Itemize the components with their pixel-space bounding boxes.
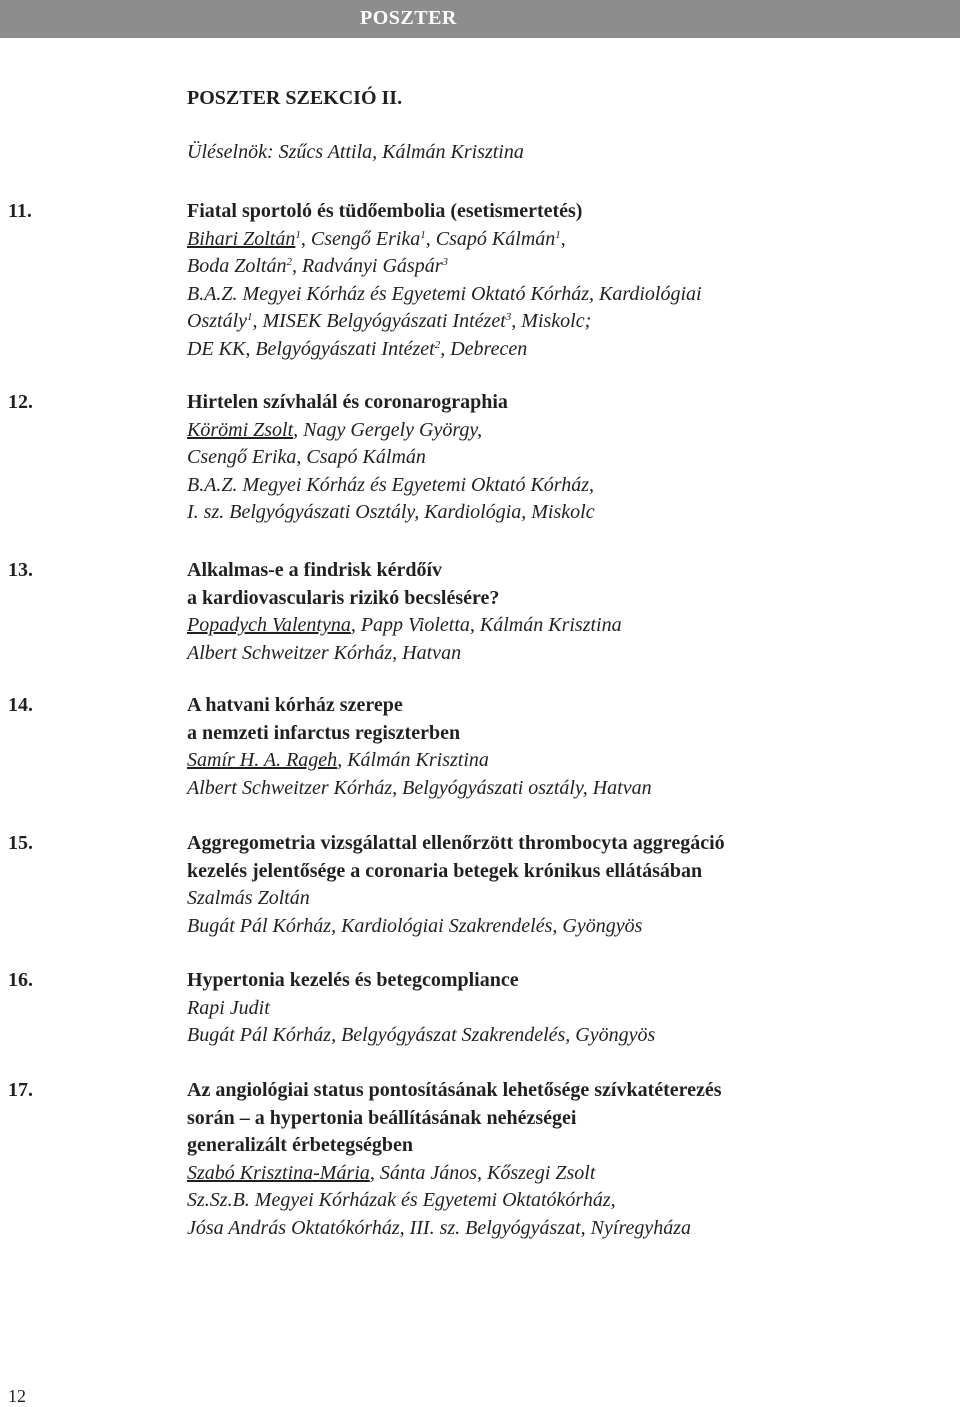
text-segment: DE KK, Belgyógyászati Intézet	[187, 337, 435, 360]
affiliation-line	[187, 1022, 927, 1050]
text-segment: , Debrecen	[440, 337, 528, 360]
text-segment: Csengő Erika, Csapó Kálmán	[187, 446, 426, 468]
abstract-title-line: Hypertonia kezelés és betegcompliance	[187, 969, 519, 991]
abstract-title-line: a nemzeti infarctus regiszterben	[187, 721, 461, 744]
text-segment: , Radványi Gáspár	[291, 255, 443, 277]
text-segment: Osztály	[187, 310, 247, 332]
abstract-content	[187, 557, 927, 667]
text-segment: Jósa András Oktatókórház, III. sz. Belgyógyászat, Nyíregyháza	[187, 1216, 692, 1239]
text-segment: Bugát Pál Kórház, Kardiológiai Szakrendelés, Gyöngyös	[187, 914, 643, 937]
abstract-number: 12.	[8, 391, 33, 413]
text-segment: ,	[560, 227, 566, 250]
text-segment: Bugát Pál Kórház, Belgyógyászat Szakrendelés, Gyöngyös	[187, 1024, 656, 1046]
abstract-title-line: Alkalmas-e a findrisk kérdőív	[187, 559, 443, 581]
author-line	[187, 226, 927, 254]
affiliation-index: 1	[247, 311, 253, 323]
affiliation-index: 3	[442, 256, 448, 268]
affiliation-index: 3	[505, 311, 512, 323]
presenting-author: Samír H. A. Rageh	[187, 749, 338, 771]
affiliation-line	[187, 499, 927, 527]
abstract-number: 17.	[8, 1079, 33, 1101]
abstract-number: 16.	[8, 969, 33, 991]
abstract-content	[187, 692, 927, 802]
abstract-content	[187, 198, 927, 363]
text-segment: B.A.Z. Megyei Kórház és Egyetemi Oktató Kórház, Kardiológiai	[187, 282, 702, 305]
abstract-title-line: Aggregometria vizsgálattal ellenőrzött thrombocyta aggregáció	[187, 832, 725, 854]
text-segment: , Nagy Gergely György,	[293, 418, 483, 441]
abstract-title-line: a kardiovascularis rizikó becslésére?	[187, 586, 500, 609]
affiliation-line	[187, 640, 927, 668]
abstract-number: 14.	[8, 694, 33, 716]
affiliation-line	[187, 281, 927, 309]
affiliation-line	[187, 472, 927, 500]
abstract-title-line: Fiatal sportoló és tüdőembolia (esetismertetés)	[187, 200, 583, 222]
affiliation-index: 1	[555, 228, 561, 241]
affiliation-line	[187, 1187, 927, 1215]
text-segment: , Kálmán Krisztina	[337, 749, 489, 771]
text-segment: Szalmás Zoltán	[187, 887, 310, 909]
text-segment: Albert Schweitzer Kórház, Belgyógyászati osztály, Hatvan	[187, 776, 652, 799]
text-segment: I. sz. Belgyógyászati Osztály, Kardiológia, Miskolc	[187, 501, 595, 523]
session-title: POSZTER SZEKCIÓ II.	[187, 87, 403, 109]
page-number: 12	[8, 1386, 26, 1406]
presenting-author: Körömi Zsolt	[187, 418, 294, 441]
presenting-author: Szabó Krisztina-Mária	[187, 1161, 370, 1184]
author-line	[187, 995, 927, 1023]
abstract-title-line: során – a hypertonia beállításának nehézségei	[187, 1106, 577, 1129]
author-line	[187, 885, 927, 913]
abstract-title-line: generalizált érbetegségben	[187, 1134, 414, 1156]
affiliation-index: 1	[420, 228, 426, 241]
author-line	[187, 417, 927, 445]
abstract-title-line: A hatvani kórház szerepe	[187, 694, 403, 716]
abstract-number: 13.	[8, 559, 33, 581]
abstract-number: 11.	[8, 200, 32, 222]
affiliation-line	[187, 308, 927, 336]
text-segment: Sz.Sz.B. Megyei Kórházak és Egyetemi Oktatókórház,	[187, 1189, 616, 1211]
text-segment: Rapi Judit	[187, 996, 270, 1019]
abstract-content	[187, 1077, 927, 1242]
text-segment: , MISEK Belgyógyászati Intézet	[252, 310, 506, 332]
author-line	[187, 1160, 927, 1188]
affiliation-line	[187, 913, 927, 941]
affiliation-index: 2	[286, 256, 292, 268]
abstract-content	[187, 389, 927, 527]
text-segment: , Csengő Erika	[300, 227, 421, 250]
header-bar	[0, 0, 960, 38]
affiliation-line	[187, 775, 927, 803]
text-segment: , Sánta János, Kőszegi Zsolt	[369, 1161, 596, 1184]
author-line	[187, 253, 927, 281]
header-title: POSZTER	[360, 7, 457, 29]
text-segment: , Miskolc;	[511, 310, 592, 332]
text-segment: B.A.Z. Megyei Kórház és Egyetemi Oktató Kórház,	[187, 473, 594, 496]
session-chairs: Üléselnök: Szűcs Attila, Kálmán Krisztina	[187, 141, 524, 163]
abstract-content	[187, 830, 927, 940]
presenting-author: Popadych Valentyna	[187, 614, 351, 636]
text-segment: Albert Schweitzer Kórház, Hatvan	[187, 641, 462, 664]
abstract-content	[187, 967, 927, 1050]
abstract-title-line: Az angiológiai status pontosításának lehetősége szívkatéterezés	[187, 1079, 722, 1101]
affiliation-line	[187, 336, 927, 364]
text-segment: , Papp Violetta, Kálmán Krisztina	[350, 614, 622, 636]
affiliation-index: 2	[434, 338, 441, 351]
author-line	[187, 444, 927, 472]
author-line	[187, 747, 927, 775]
abstract-number: 15.	[8, 832, 33, 854]
text-segment: , Csapó Kálmán	[425, 227, 556, 250]
affiliation-line	[187, 1215, 927, 1243]
affiliation-index: 1	[295, 228, 301, 241]
author-line	[187, 612, 927, 640]
abstract-title-line: Hirtelen szívhalál és coronarographia	[187, 391, 508, 413]
presenting-author: Bihari Zoltán	[187, 227, 296, 250]
abstract-title-line: kezelés jelentősége a coronaria betegek krónikus ellátásában	[187, 859, 703, 882]
text-segment: Boda Zoltán	[187, 255, 287, 277]
